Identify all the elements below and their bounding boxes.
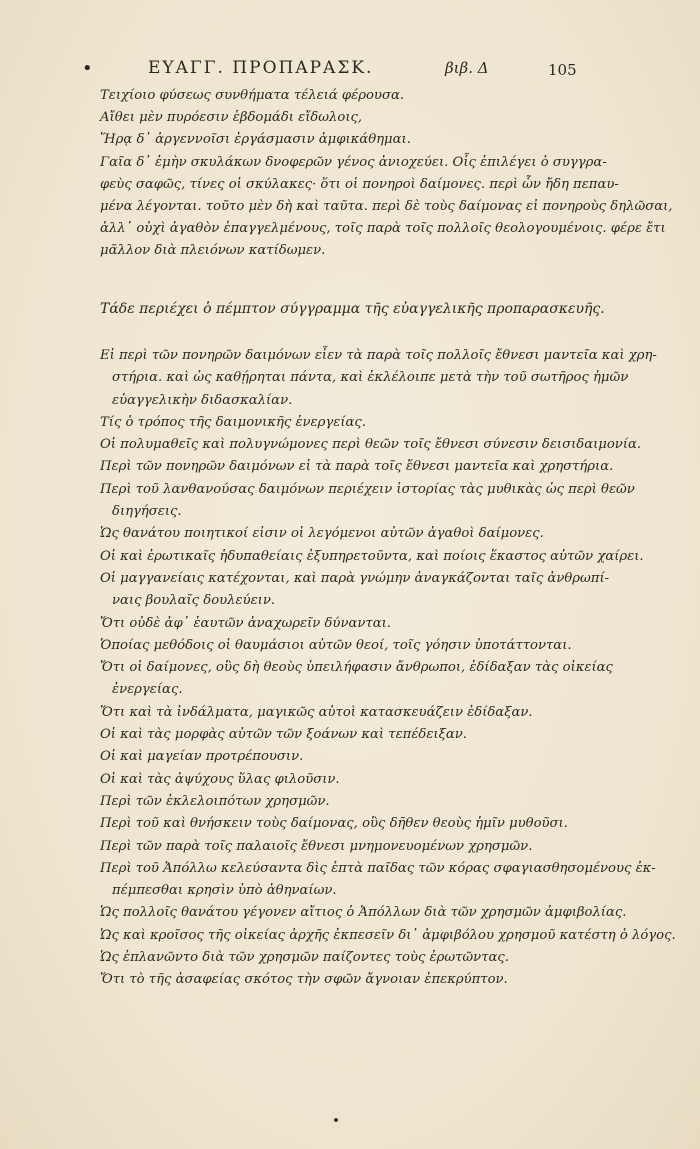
list-item-continuation: ἐνεργείας. — [112, 682, 183, 698]
margin-mark: • — [82, 58, 93, 79]
oracle-passage — [100, 85, 673, 263]
list-item: Ὅτι τὸ τῆς ἀσαφείας σκότος τὴν σφῶν ἄγνοιαν ἐπεκρύπτον. — [100, 972, 508, 988]
footer-dot — [334, 1118, 338, 1122]
list-item: Περὶ τῶν ἐκλελοιπότων χρησμῶν. — [100, 793, 330, 809]
text-line: μᾶλλον διὰ πλειόνων κατίδωμεν. — [100, 243, 326, 259]
list-item: Οἱ καὶ τὰς ἀψύχους ὕλας φιλοῦσιν. — [100, 771, 340, 787]
running-head: ΕΥΑΓΓ. ΠΡΟΠΑΡΑΣΚ. — [148, 58, 374, 78]
list-item: Ὡς καὶ κροῖσος τῆς οἰκείας ἀρχῆς ἐκπεσεῖν δι᾽ ἀμφιβόλου χρησμοῦ κατέστη ὁ λόγος. — [100, 927, 676, 943]
list-item-continuation: πέμπεσθαι κρησὶν ὑπὸ ἀθηναίων. — [112, 883, 337, 899]
text-line: Ἥρᾳ δ᾽ ἀργεννοῖσι ἐργάσμασιν ἀμφικάθημαι. — [100, 132, 411, 148]
list-item: Οἱ καὶ τὰς μορφὰς αὐτῶν τῶν ξοάνων καὶ τεπέδειξαν. — [100, 727, 467, 743]
list-item: Περὶ τοῦ καὶ θνήσκειν τοὺς δαίμονας, οὓς δῆθεν θεοὺς ἡμῖν μυθοῦσι. — [100, 816, 568, 832]
list-item: Περὶ τῶν πονηρῶν δαιμόνων εἰ τὰ παρὰ τοῖς ἔθνεσι μαντεῖα καὶ χρηστήρια. — [100, 459, 614, 475]
list-item: Ὡς πολλοῖς θανάτου γέγονεν αἴτιος ὁ Ἀπόλλων διὰ τῶν χρησμῶν ἀμφιβολίας. — [100, 905, 627, 921]
list-item-continuation: εὐαγγελικὴν διδασκαλίαν. — [112, 392, 293, 408]
text-line: Αἴθει μὲν πυρόεσιν ἑβδομάδι εἴδωλοις, — [100, 110, 363, 126]
text-line: Τειχίοιο φύσεως συνθήματα τέλειά φέρουσα. — [100, 88, 405, 103]
section-title: Τάδε περιέχει ὁ πέμπτον σύγγραμμα τῆς εὐαγγελικῆς προπαρασκευῆς. — [100, 301, 605, 317]
list-item: Ὡς ἐπλανῶντο διὰ τῶν χρησμῶν παίζοντες τοὺς ἐρωτῶντας. — [100, 950, 509, 966]
list-item: Ὅτι οἱ δαίμονες, οὓς δὴ θεοὺς ὑπειλήφασιν ἄνθρωποι, ἐδίδαξαν τὰς οἰκείας — [100, 660, 613, 676]
list-item: Περὶ τοῦ λανθανούσας δαιμόνων περιέχειν ἱστορίας τὰς μυθικὰς ὡς περὶ θεῶν — [100, 481, 635, 497]
list-item: Οἱ καὶ ἐρωτικαῖς ἡδυπαθείαις ἐξυπηρετοῦντα, καὶ ποίοις ἕκαστος αὐτῶν χαίρει. — [100, 548, 644, 564]
list-item-continuation: ναις βουλαῖς δουλεύειν. — [112, 593, 276, 609]
text-line: φεὺς σαφῶς, τίνες οἱ σκύλακες· ὅτι οἱ πονηροὶ δαίμονες. περὶ ὧν ἤδη πεπαυ- — [100, 176, 619, 192]
book-signature: βιβ. Δ — [445, 59, 489, 77]
text-line: Γαῖα δ᾽ ἐμὴν σκυλάκων δνοφερῶν γένος ἀνιοχεύει. Οἷς ἐπιλέγει ὁ συγγρα- — [100, 154, 607, 170]
list-item: Ὅτι καὶ τὰ ἰνδάλματα, μαγικῶς αὐτοὶ κατασκευάζειν ἐδίδαξαν. — [100, 704, 533, 720]
list-item: Οἱ πολυμαθεῖς καὶ πολυγνώμονες περὶ θεῶν τοῖς ἔθνεσι σύνεσιν δεισιδαιμονία. — [100, 437, 642, 453]
list-item-continuation: στήρια. καὶ ὡς καθῄρηται πάντα, καὶ ἐκλέλοιπε μετὰ τὴν τοῦ σωτῆρος ἡμῶν — [112, 370, 629, 386]
list-item: Περὶ τοῦ Ἀπόλλω κελεύσαντα δὶς ἑπτὰ παῖδας τῶν κόρας σφαγιασθησομένους ἐκ- — [100, 860, 656, 876]
text-line: μένα λέγονται. τοῦτο μὲν δὴ καὶ ταῦτα. περὶ δὲ τοὺς δαίμονας εἰ πονηροὺς δηλῶσαι, — [100, 198, 673, 214]
text-line: ἀλλ᾽ οὐχὶ ἀγαθὸν ἐπαγγελμένους, τοῖς παρὰ τοῖς πολλοῖς θεολογουμένοις. φέρε ἔτι — [100, 221, 666, 237]
list-item-continuation: διηγήσεις. — [112, 504, 182, 520]
chapter-list — [100, 345, 676, 992]
list-item: Οἱ καὶ μαγείαν προτρέπουσιν. — [100, 749, 304, 765]
list-item: Ὡς θανάτου ποιητικοί εἰσιν οἱ λεγόμενοι αὐτῶν ἀγαθοὶ δαίμονες. — [100, 526, 544, 542]
page-number: 105 — [548, 61, 577, 79]
list-item: Οἱ μαγγανείαις κατέχονται, καὶ παρὰ γνώμην ἀναγκάζονται ταῖς ἀνθρωπί- — [100, 570, 610, 586]
list-item: Ὁποίας μεθόδοις οἱ θαυμάσιοι αὐτῶν θεοί, τοῖς γόησιν ὑποτάττονται. — [100, 637, 572, 653]
list-item: Ὅτι οὐδὲ ἀφ᾽ ἑαυτῶν ἀναχωρεῖν δύνανται. — [100, 615, 391, 631]
page-header — [70, 58, 580, 86]
list-item: Τίς ὁ τρόπος τῆς δαιμονικῆς ἐνεργείας. — [100, 414, 366, 430]
list-item: Περὶ τῶν παρὰ τοῖς παλαιοῖς ἔθνεσι μνημονευομένων χρησμῶν. — [100, 838, 533, 854]
list-item: Εἰ περὶ τῶν πονηρῶν δαιμόνων εἶεν τὰ παρὰ τοῖς πολλοῖς ἔθνεσι μαντεῖα καὶ χρη- — [100, 348, 657, 363]
